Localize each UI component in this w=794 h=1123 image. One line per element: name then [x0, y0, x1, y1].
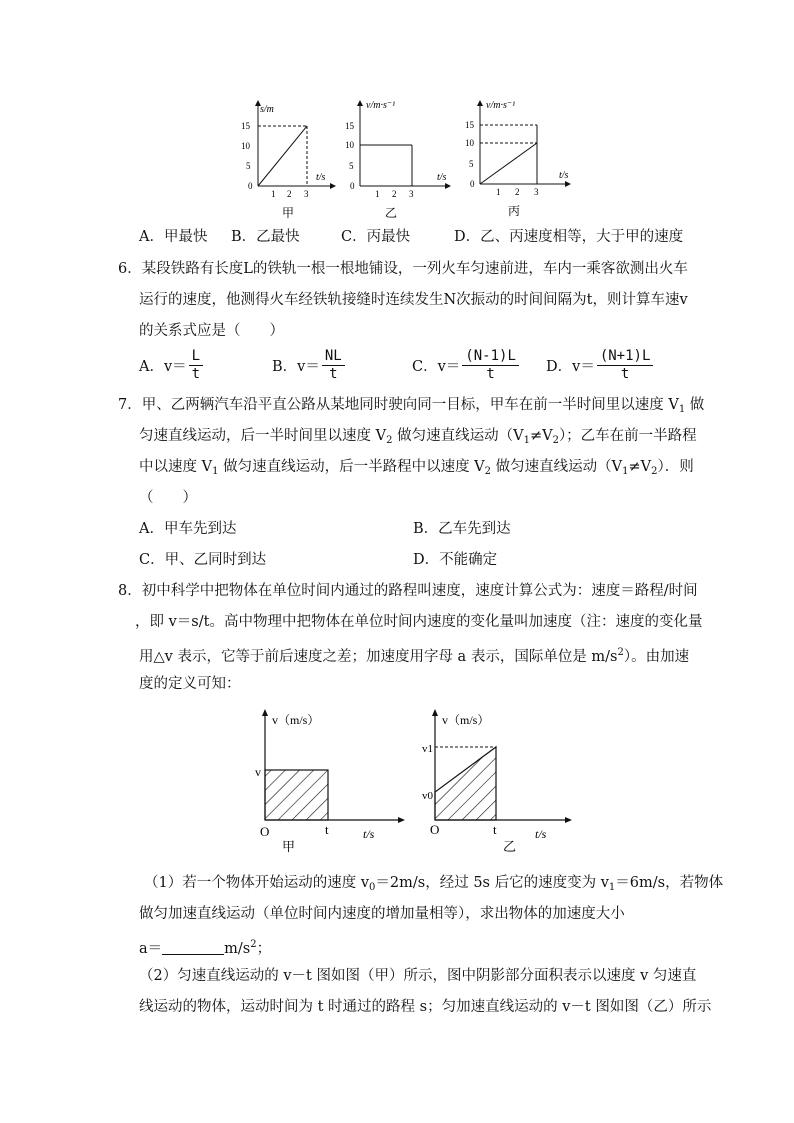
q6-option-b-prefix: B．v＝ [272, 359, 320, 375]
q6-line-3: 的关系式应是（ ） [139, 323, 284, 339]
x-tick-3: 3 [534, 187, 539, 197]
q8-line-1: 8．初中科学中把物体在单位时间内通过的路程叫速度，速度计算公式为：速度＝路程/时间 [118, 583, 698, 599]
graph-caption: 甲 [282, 839, 296, 854]
v-t-line [480, 143, 537, 184]
subscript: 1 [622, 466, 629, 477]
superscript: 2 [250, 939, 257, 950]
x-tick-1: 1 [375, 189, 380, 199]
text: 做匀速直线运动（V [491, 459, 623, 475]
q6-line-1: 6．某段铁路有长度L的铁轨一根一根地铺设，一列火车匀速前进，车内一乘客欲测出火车 [118, 261, 688, 277]
q7-option-c: C．甲、乙同时到达 [139, 552, 267, 568]
subscript: 1 [608, 882, 616, 893]
subscript: 2 [386, 435, 393, 446]
q8-part1-line-1 [144, 873, 723, 898]
denominator: t [329, 366, 338, 382]
graph-caption: 甲 [282, 206, 295, 220]
q8-line-3 [139, 643, 689, 667]
q5-option-c: C．丙最快 [341, 229, 411, 245]
x-tick-2: 2 [392, 189, 397, 199]
subscript: 0 [369, 882, 376, 893]
text: 中以速度 V [139, 459, 213, 475]
graph-caption: 丙 [508, 204, 521, 218]
x-tick-3: 3 [304, 189, 309, 199]
q8-part2-line-1: （2）匀速直线运动的 v－t 图如图（甲）所示，图中阴影部分面积表示以速度 v 匀速直 [139, 968, 697, 984]
origin-label: O [430, 822, 440, 837]
q6-option-b-fraction [322, 348, 345, 383]
graph-jia-s-t [238, 98, 338, 223]
y-tick-0: 0 [248, 181, 253, 191]
numerator: (N+1)L [597, 348, 654, 366]
y-tick-10: 10 [465, 138, 474, 148]
text: m/s [224, 941, 251, 957]
subscript: 2 [651, 466, 658, 477]
v0-label: v0 [422, 790, 433, 802]
text: ≠V [628, 459, 652, 475]
text: （1）若一个物体开始运动的速度 v [144, 875, 370, 891]
text: ）．则 [657, 459, 694, 475]
q8-graph-jia [250, 706, 410, 856]
q6-option-c-prefix: C．v＝ [412, 359, 461, 375]
q6-option-c-fraction [462, 348, 519, 383]
graph-bing-v-t [460, 98, 575, 223]
q8-line-2: ，即 v＝s/t。高中物理中把物体在单位时间内速度的变化量叫加速度（注：速度的变化量 [135, 614, 703, 630]
y-tick-10: 10 [241, 141, 250, 151]
x-axis-label: t/s [363, 827, 375, 841]
y-tick-0: 0 [470, 179, 475, 189]
q6-option-a-prefix: A．v＝ [139, 359, 187, 375]
t-label: t [325, 822, 329, 837]
graph-yi-v-t [340, 98, 455, 223]
origin-label: O [260, 824, 270, 839]
q7-line-3 [139, 457, 694, 482]
t-label: t [493, 822, 497, 837]
x-axis-label: t/s [316, 172, 326, 183]
denominator: t [191, 366, 201, 382]
y-axis-label: v/m·s⁻¹ [486, 100, 516, 111]
q5-option-a: A．甲最快 [139, 229, 208, 245]
q8-part1-line-3 [139, 935, 271, 959]
y-tick-15: 15 [345, 121, 354, 131]
answer-blank[interactable] [162, 940, 224, 955]
shaded-area [435, 747, 496, 820]
q8-line-4: 度的定义可知： [139, 676, 241, 692]
x-tick-1: 1 [271, 189, 276, 199]
q6-option-a [139, 348, 203, 383]
s-t-line [258, 126, 307, 186]
denominator: t [620, 366, 630, 382]
y-axis-label: v（m/s） [272, 713, 320, 727]
subscript: 2 [552, 435, 559, 446]
text: a＝ [139, 941, 163, 957]
text: 做匀速直线运动（V [392, 428, 524, 444]
q8-part1-line-2: 做匀加速直线运动（单位时间内速度的增加量相等），求出物体的加速度大小 [139, 906, 625, 922]
text: ； [256, 941, 272, 957]
q6-line-2: 运行的速度，他测得火车经铁轨接缝时连续发生N次振动的时间间隔为t，则计算车速v [139, 292, 688, 308]
q7-line-1 [118, 395, 704, 420]
q6-option-c [412, 348, 519, 383]
text: 做匀速直线运动，后一半路程中以速度 V [218, 459, 485, 475]
y-tick-5: 5 [349, 161, 354, 171]
text: 做 [685, 397, 705, 413]
q7-option-a: A．甲车先到达 [139, 521, 237, 537]
q5-option-d: D．乙、丙速度相等，大于甲的速度 [454, 229, 684, 245]
x-tick-2: 2 [515, 187, 520, 197]
q7-option-d: D．不能确定 [413, 552, 498, 568]
v-label: v [255, 765, 261, 779]
superscript: 2 [617, 647, 624, 658]
text: ）；乙车在前一半路程 [558, 428, 697, 444]
x-axis-label: t/s [437, 172, 447, 183]
graph-caption: 乙 [385, 206, 398, 220]
subscript: 1 [678, 404, 686, 415]
numerator: (N-1)L [462, 348, 519, 366]
y-tick-10: 10 [345, 140, 354, 150]
subscript: 2 [484, 466, 492, 477]
y-axis-label: v（m/s） [442, 713, 490, 727]
y-tick-15: 15 [465, 120, 474, 130]
q8-graph-yi [420, 706, 580, 856]
text: ）。由加速 [623, 649, 690, 665]
q7-line-2 [139, 426, 697, 451]
q8-part2-line-2: 线运动的物体，运动时间为 t 时通过的路程 s；匀加速直线运动的 v－t 图如图（乙）所示 [139, 999, 712, 1015]
text: 用△v 表示，它等于前后速度之差；加速度用字母 a 表示，国际单位是 m/s [139, 649, 618, 665]
y-tick-5: 5 [469, 159, 474, 169]
v1-label: v1 [422, 743, 433, 755]
text: ＝2m/s，经过 5s 后它的速度变为 v [375, 875, 609, 891]
x-tick-1: 1 [496, 187, 501, 197]
text: ≠V [529, 428, 553, 444]
y-axis-label: v/m·s⁻¹ [366, 100, 396, 111]
y-axis-label: s/m [260, 104, 274, 115]
q6-option-d-fraction [597, 348, 654, 383]
denominator: t [486, 366, 495, 382]
text: ＝6m/s，若物体 [615, 875, 724, 891]
y-tick-0: 0 [350, 181, 355, 191]
numerator: NL [322, 348, 345, 366]
subscript: 1 [523, 435, 530, 446]
shaded-area [265, 770, 328, 820]
y-tick-5: 5 [246, 161, 251, 171]
subscript: 1 [212, 466, 219, 477]
x-axis-label: t/s [559, 170, 569, 181]
q7-option-b: B．乙车先到达 [413, 521, 511, 537]
x-axis-label: t/s [535, 827, 547, 841]
q6-option-d [546, 348, 653, 383]
x-tick-3: 3 [409, 189, 414, 199]
x-tick-2: 2 [287, 189, 292, 199]
text: 匀速直线运动，后一半时间里以速度 V [139, 428, 387, 444]
q6-option-a-fraction [189, 348, 203, 383]
q6-option-d-prefix: D．v＝ [546, 359, 595, 375]
q7-line-4: （ ） [139, 490, 197, 506]
text: 7．甲、乙两辆汽车沿平直公路从某地同时驶向同一目标，甲车在前一半时间里以速度 V [118, 397, 679, 413]
numerator: L [189, 348, 203, 366]
graph-caption: 乙 [503, 839, 517, 854]
q5-option-b: B．乙最快 [231, 229, 300, 245]
q6-option-b [272, 348, 345, 383]
y-tick-15: 15 [241, 121, 250, 131]
